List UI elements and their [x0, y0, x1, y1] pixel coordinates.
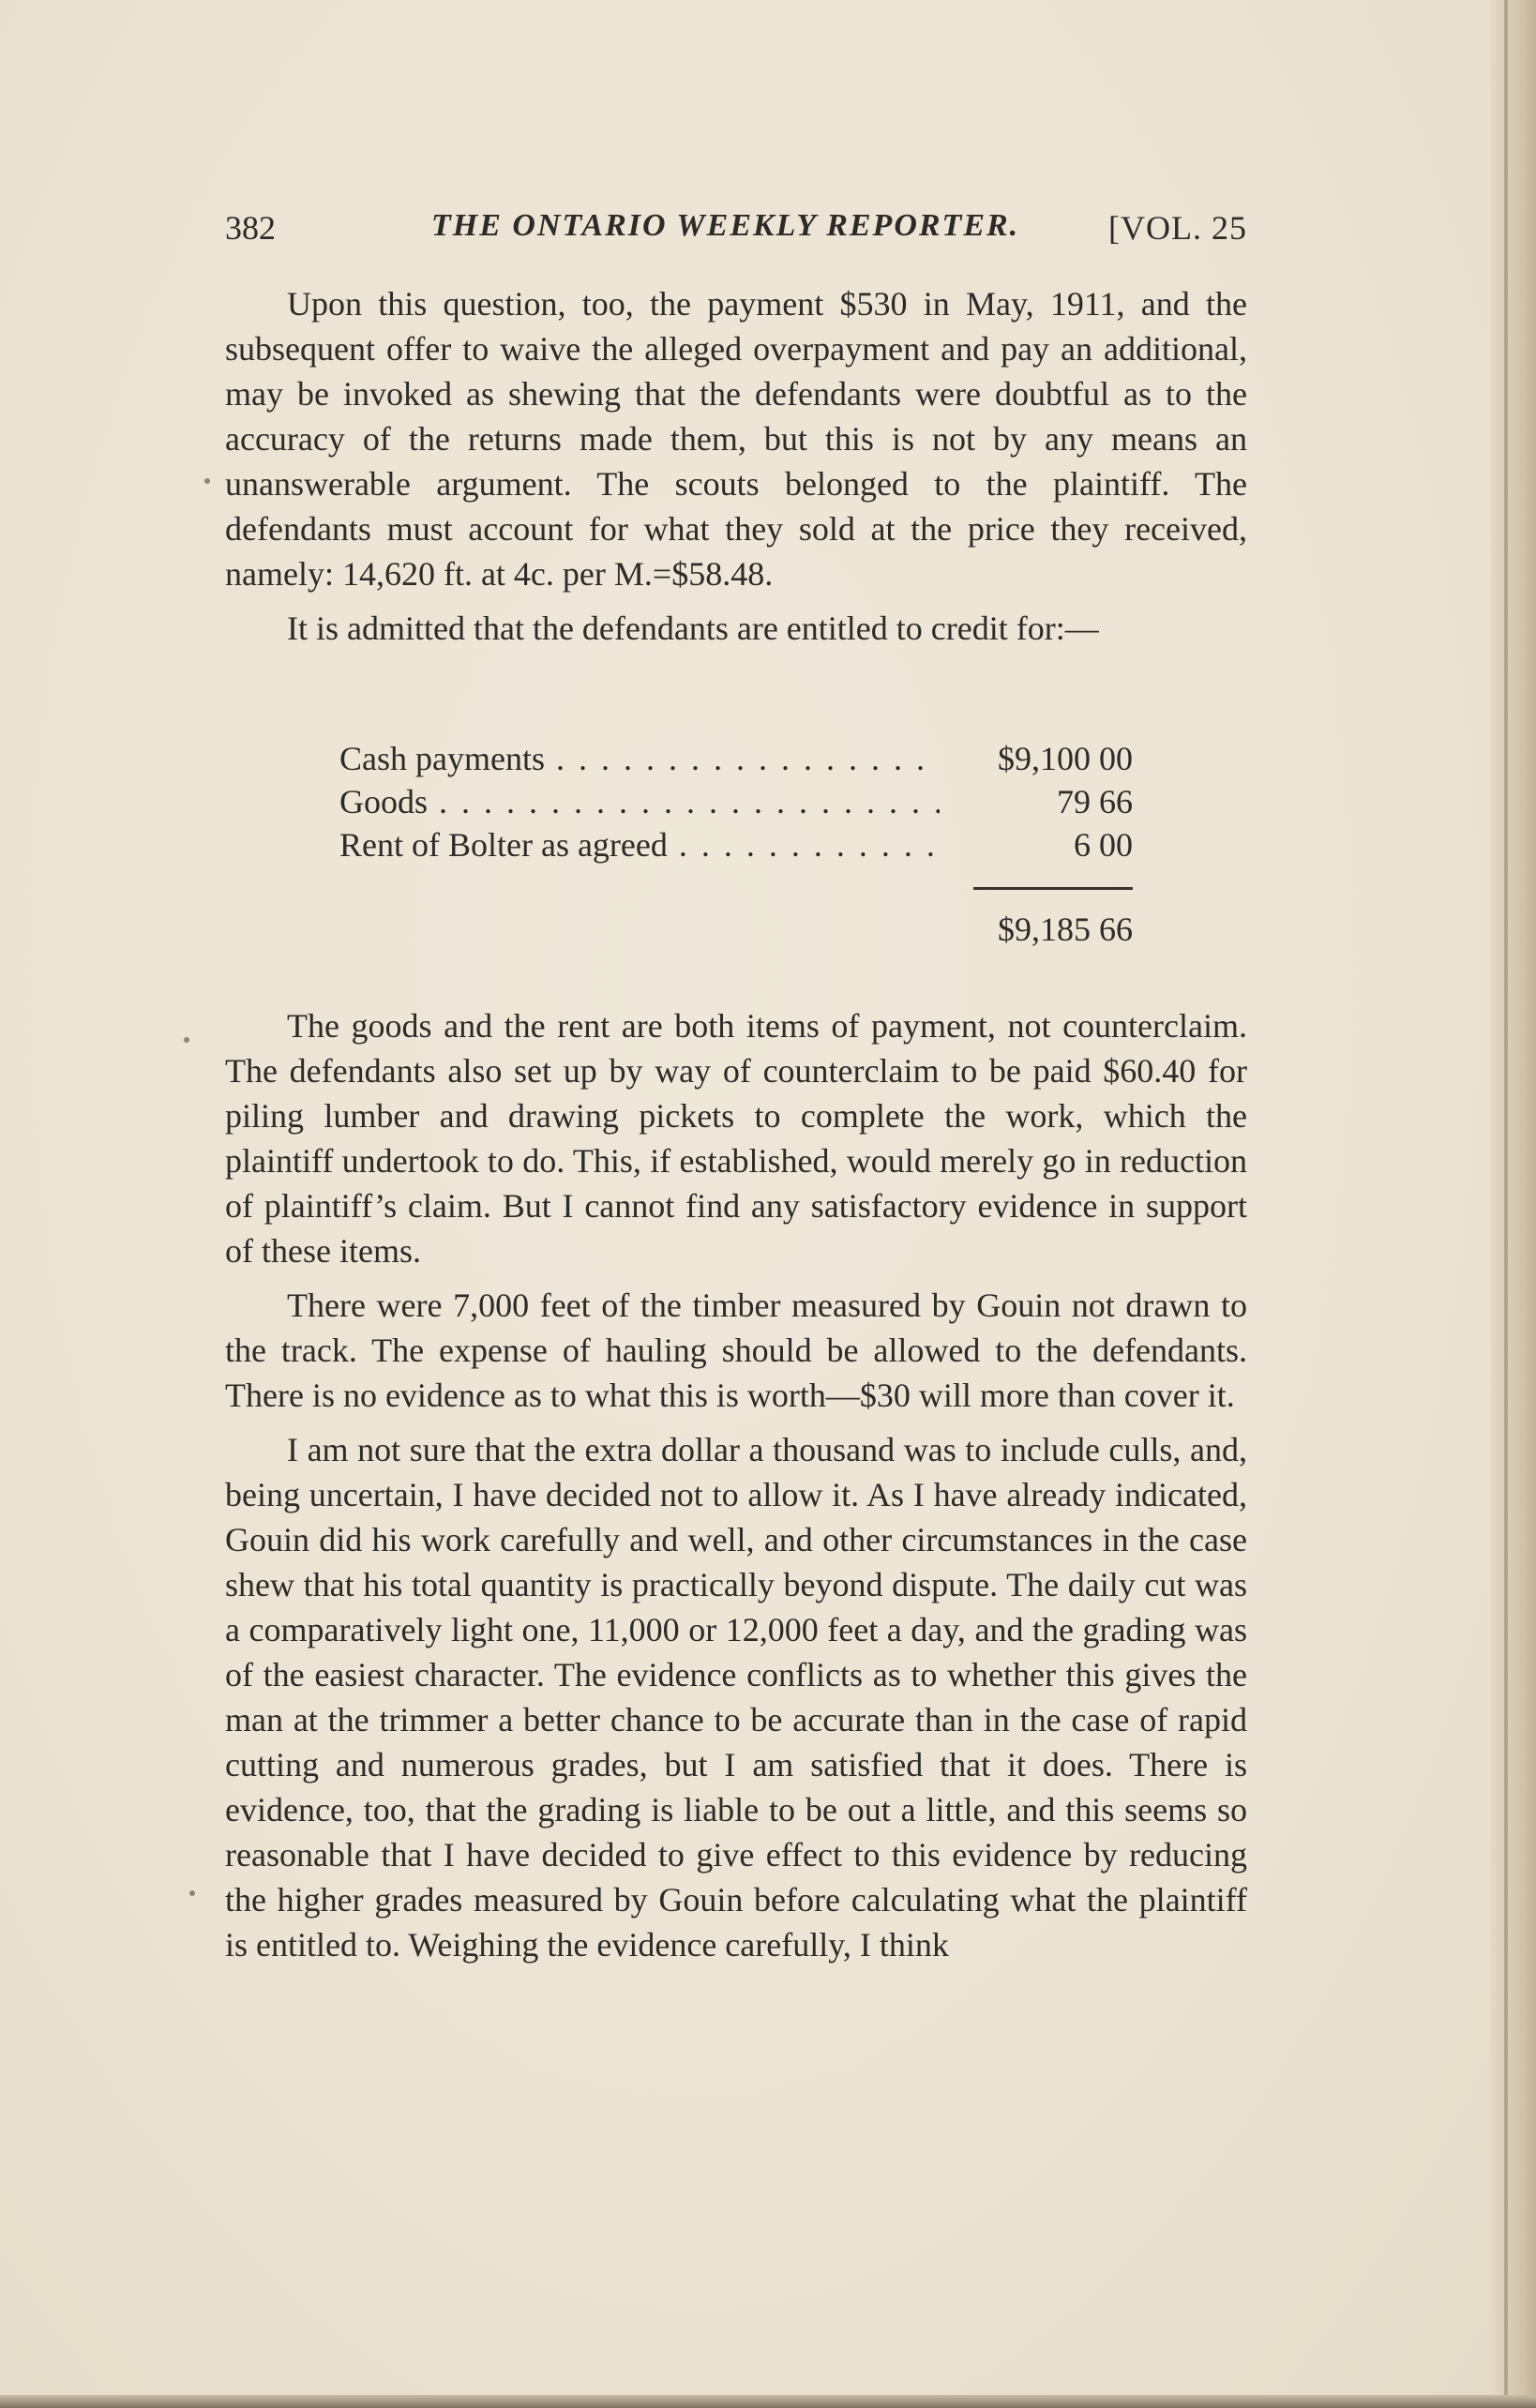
margin-speck [189, 1890, 195, 1896]
credit-ledger [339, 737, 1133, 948]
page-bottom-edge [0, 2395, 1536, 2408]
ledger-row [339, 780, 1133, 823]
ledger-total: $9,185 66 [998, 911, 1133, 948]
ledger-label: Cash payments . . . [339, 737, 940, 780]
spine-edge-line [1504, 0, 1508, 2408]
margin-speck [184, 1037, 189, 1043]
text-block-bottom [225, 1003, 1247, 1977]
ledger-amount: $9,100 00 [998, 740, 1133, 777]
paragraph: Upon this question, too, the payment $530 in May, 1911, and the subsequent offer to waive the alleged overpayment and pay an additional, may be invoked as shewing that the defendants were doubtful as to the accuracy of the returns made them, but this is not by any means an unanswerable argument. The scouts belonged to the plaintiff. The defendants must account for what they sold at the price they received, namely: 14,620 ft. at 4c. per M.=$58.48. [225, 285, 1247, 593]
page-number: 382 [225, 209, 276, 247]
volume-label: [VOL. 25 [1108, 209, 1247, 247]
paragraph: I am not sure that the extra dollar a thousand was to include culls, and, being uncertain, I have decided not to allow it. As I have already indicated, Gouin did his work carefully and well, and other circumstances in the case shew that his total quantity is practically beyond dispute. The daily cut was a comparatively light one, 11,000 or 12,000 feet a day, and the grading was of the easiest character. The evidence conflicts as to whether this gives the man at the trimmer a better chance to be accurate than in the case of rapid cutting and numerous grades, but I am satisfied that it does. There is evidence, too, that the grading is liable to be out a little, and this seems so reasonable that I have decided to give effect to this evidence by reducing the higher grades measured by Gouin before calculating what the plaintiff is entitled to. Weighing the evidence carefully, I think [225, 1431, 1247, 1964]
ledger-row [339, 737, 1133, 780]
running-header [225, 204, 1247, 257]
text-block-top [225, 281, 1247, 660]
paragraph: There were 7,000 feet of the timber measured by Gouin not drawn to the track. The expense of hauling should be allowed to the defendants. There is no evidence as to what this is worth—$30 will more than cover it. [225, 1287, 1247, 1414]
paragraph: It is admitted that the defendants are entitled to credit for:— [287, 610, 1099, 647]
ledger-amount: 6 00 [1074, 826, 1133, 864]
ledger-label: Rent of Bolter as agreed . . . [339, 823, 940, 866]
sum-rule [973, 887, 1133, 890]
paragraph: The goods and the rent are both items of payment, not counterclaim. The defendants also set up by way of counterclaim to be paid $60.40 for piling lumber and drawing pickets to complete the work, which the plaintiff undertook to do. This, if established, would merely go in reduction of plaintiff’s claim. But I cannot find any satisfactory evidence in support of these items. [225, 1007, 1247, 1270]
ledger-label: Goods . . . [339, 780, 940, 823]
book-spine-shadow [1491, 0, 1536, 2408]
margin-speck [204, 478, 210, 484]
ledger-amount: 79 66 [1057, 783, 1133, 820]
ledger-row [339, 823, 1133, 866]
running-title: THE ONTARIO WEEKLY REPORTER. [431, 208, 1020, 243]
